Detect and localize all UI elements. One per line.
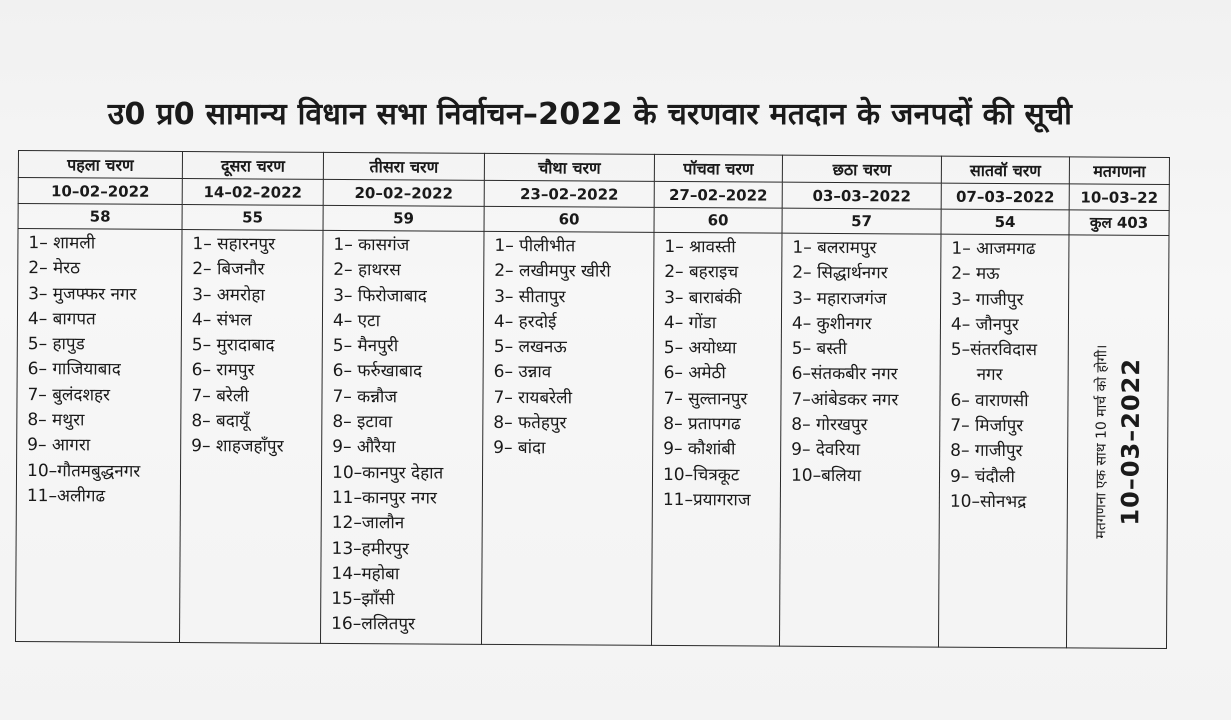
district-item: 6– गाजियाबाद bbox=[27, 359, 121, 381]
district-item: 6– उन्नाव bbox=[493, 362, 552, 383]
phase-date: 03–03–2022 bbox=[782, 182, 941, 209]
district-item: 2– मऊ bbox=[951, 264, 1000, 285]
district-item: 2– बिजनौर bbox=[192, 259, 265, 280]
district-item: 3– महाराजगंज bbox=[792, 288, 887, 309]
district-item: 14–महोबा bbox=[331, 563, 400, 585]
district-item: 11–प्रयागराज bbox=[662, 489, 751, 511]
district-item: 6– फर्रुखाबाद bbox=[332, 361, 423, 382]
district-item: 3– बाराबंकी bbox=[664, 287, 742, 309]
district-item: 7– मिर्जापुर bbox=[950, 415, 1024, 437]
district-item: 9– चंदौली bbox=[949, 466, 1015, 487]
district-item: 4– जौनपुर bbox=[950, 314, 1019, 336]
phase-date: 20–02–2022 bbox=[323, 179, 484, 206]
phase-name: सातवॉ चरण bbox=[941, 156, 1069, 184]
phase-seat-count: 55 bbox=[182, 205, 323, 231]
district-item: 8– गोरखपुर bbox=[791, 414, 868, 436]
district-item: 3– फिरोजाबाद bbox=[333, 285, 427, 307]
phase-3-districts bbox=[320, 230, 484, 644]
phase-date: 14–02–2022 bbox=[182, 179, 323, 206]
phase-date: 27–02–2022 bbox=[654, 181, 782, 208]
district-item: 8– मथुरा bbox=[27, 410, 85, 431]
district-item: 1– श्रावस्ती bbox=[664, 236, 736, 258]
district-item: 1– कासगंज bbox=[333, 234, 410, 256]
district-item: 13–हमीरपुर bbox=[331, 538, 409, 559]
phase-5-districts bbox=[651, 232, 782, 646]
district-item: 5– मैनपुरी bbox=[332, 336, 399, 357]
phase-name: दूसरा चरण bbox=[182, 152, 323, 180]
district-item: 7– बरेली bbox=[191, 385, 249, 407]
district-item: 5– हापुड bbox=[27, 334, 85, 355]
district-item: 7–आंबेडकर नगर bbox=[791, 389, 899, 411]
district-item: 5– बस्ती bbox=[791, 338, 847, 360]
district-item: 10–गौतमबुद्धनगर bbox=[26, 460, 141, 482]
district-item: 3– सीतापुर bbox=[494, 286, 566, 307]
district-item: 8– बदायूँ bbox=[191, 411, 250, 432]
district-item: 4– गोंडा bbox=[663, 312, 717, 334]
district-item: 2– हाथरस bbox=[333, 260, 401, 281]
phase-seat-count: 60 bbox=[654, 207, 782, 233]
phase-1-districts bbox=[15, 229, 182, 643]
phase-2-districts bbox=[179, 230, 323, 644]
counting-date: 10–03–22 bbox=[1069, 184, 1169, 211]
phase-table bbox=[15, 150, 1170, 649]
page-title: उ0 प्र0 सामान्य विधान सभा निर्वाचन–2022 के चरणवार मतदान के जनपदों की सूची bbox=[107, 97, 1073, 132]
phase-seat-count: 54 bbox=[941, 209, 1069, 235]
phase-date: 10–02–2022 bbox=[18, 178, 182, 205]
district-item: 1– शामली bbox=[28, 233, 96, 254]
district-item: 9– बांदा bbox=[493, 438, 546, 459]
district-item: 3– मुजफ्फर नगर bbox=[28, 283, 137, 305]
district-item: 4– बागपत bbox=[27, 308, 96, 330]
phase-name: चौथा चरण bbox=[484, 153, 654, 181]
district-item: 12–जालौन bbox=[331, 513, 405, 534]
counting-note-date: 10–03–2022 bbox=[1115, 357, 1145, 526]
district-item: 9– औरैया bbox=[332, 437, 396, 458]
district-item: 7– कन्नौज bbox=[332, 386, 398, 408]
district-item: 1– बलरामपुर bbox=[792, 237, 877, 259]
district-item: 5–संतरविदास bbox=[950, 339, 1038, 361]
district-item: 9– शाहजहाँपुर bbox=[191, 436, 284, 458]
district-item: 4– संभल bbox=[191, 309, 252, 331]
phase-name: पॉचवा चरण bbox=[654, 154, 782, 182]
district-item: 2– लखीमपुर खीरी bbox=[494, 261, 611, 282]
district-item: 5– लखनऊ bbox=[493, 337, 567, 358]
district-item: 9– कौशांबी bbox=[663, 439, 736, 460]
phase-6-districts bbox=[779, 233, 941, 647]
district-item: 7– रायबरेली bbox=[493, 387, 573, 409]
district-item: नगर bbox=[976, 365, 1003, 386]
counting-name: मतगणना bbox=[1069, 157, 1169, 185]
counting-note-text: मतगणना एक साथ 10 मार्च को होगी। bbox=[1092, 344, 1110, 539]
district-item: 2– बहराइच bbox=[664, 262, 739, 283]
district-item: 8– प्रतापगढ bbox=[663, 414, 741, 435]
district-item: 5– मुरादाबाद bbox=[191, 335, 275, 356]
district-item: 8– फतेहपुर bbox=[493, 412, 567, 434]
phase-seat-count: 60 bbox=[484, 206, 654, 232]
total-seats: कुल 403 bbox=[1069, 210, 1169, 236]
district-item: 15–झाँसी bbox=[331, 589, 395, 610]
district-item: 5– अयोध्या bbox=[663, 338, 737, 359]
phase-seat-count: 58 bbox=[18, 204, 182, 230]
phase-4-districts bbox=[481, 231, 654, 645]
district-item: 3– अमरोहा bbox=[192, 284, 265, 306]
district-item: 7– सुल्तानपुर bbox=[663, 388, 748, 410]
district-item: 6– वाराणसी bbox=[950, 390, 1029, 411]
counting-note bbox=[1091, 345, 1145, 539]
district-item: 7– बुलंदशहर bbox=[27, 384, 111, 406]
district-item: 1– आजमगढ bbox=[951, 238, 1036, 260]
district-item: 11–कानपुर नगर bbox=[331, 487, 437, 509]
district-item: 9– आगरा bbox=[27, 435, 91, 456]
phase-date: 07–03–2022 bbox=[941, 183, 1069, 210]
district-item: 6– अमेठी bbox=[663, 363, 726, 384]
district-item: 16–ललितपुर bbox=[331, 614, 416, 635]
district-item: 9– देवरिया bbox=[791, 440, 861, 461]
phase-name: तीसरा चरण bbox=[323, 152, 484, 180]
district-item: 6– रामपुर bbox=[191, 360, 255, 381]
district-item: 8– गाजीपुर bbox=[950, 441, 1023, 462]
counting-note-cell bbox=[1066, 235, 1169, 649]
district-item: 2– सिद्धार्थनगर bbox=[792, 263, 888, 284]
district-item: 4– एटा bbox=[332, 310, 381, 332]
phase-7-districts bbox=[938, 234, 1069, 648]
phase-date: 23–02–2022 bbox=[484, 180, 654, 207]
district-item: 11–अलीगढ bbox=[26, 486, 106, 507]
district-item: 10–बलिया bbox=[790, 465, 862, 486]
district-lists-row bbox=[15, 229, 1169, 649]
district-item: 1– सहारनपुर bbox=[192, 234, 276, 255]
district-item: 10–सोनभद्र bbox=[949, 491, 1027, 513]
district-item: 2– मेरठ bbox=[28, 258, 81, 279]
district-item: 3– गाजीपुर bbox=[951, 289, 1024, 310]
district-item: 4– कुशीनगर bbox=[791, 313, 872, 335]
district-item: 6–संतकबीर नगर bbox=[791, 364, 898, 385]
district-item: 1– पीलीभीत bbox=[494, 235, 576, 257]
district-item: 10–कानपुर देहात bbox=[331, 462, 444, 484]
phase-seat-count: 57 bbox=[782, 208, 941, 234]
district-item: 8– इटावा bbox=[332, 412, 393, 433]
district-item: 10–चित्रकूट bbox=[662, 464, 740, 486]
phase-seat-count: 59 bbox=[323, 205, 484, 231]
district-item: 4– हरदोई bbox=[493, 311, 557, 333]
phase-name: छठा चरण bbox=[782, 155, 941, 183]
phase-name: पहला चरण bbox=[18, 151, 182, 179]
